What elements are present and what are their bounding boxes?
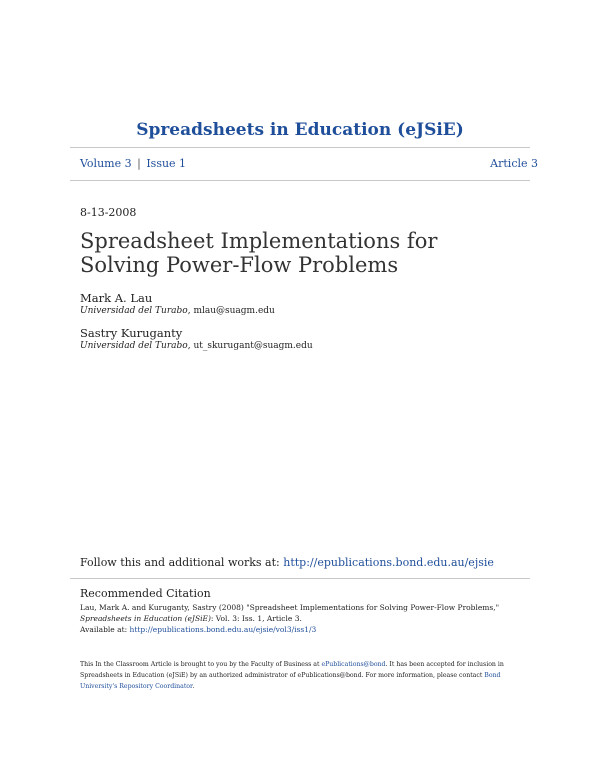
footer-link-repository-coordinator[interactable]: Bond University's Repository Coordinator	[80, 672, 501, 690]
publication-date: 8-13-2008	[80, 206, 137, 219]
citation-volume: : Vol. 3: Iss. 1, Article 3.	[210, 614, 302, 623]
author-institution: Universidad del Turabo	[80, 306, 188, 316]
author-name: Sastry Kuruganty	[80, 326, 183, 340]
volume-issue	[80, 157, 186, 170]
author-name: Mark A. Lau	[80, 291, 153, 305]
available-label: Available at:	[80, 625, 130, 634]
author-email[interactable]: ut_skurugant@suagm.edu	[193, 341, 313, 351]
header-divider-bottom	[70, 180, 530, 181]
footer-text: . It has been accepted for inclusion in Spreadsheets in Education (eJSiE) by an authorized administrator of ePublications@bond. For more information, please contact	[80, 661, 504, 679]
citation-divider	[70, 578, 530, 579]
follow-link[interactable]: http://epublications.bond.edu.au/ejsie	[283, 556, 494, 569]
footer-text: This In the Classroom Article is brought to you by the Faculty of Business at	[80, 661, 322, 668]
author-institution: Universidad del Turabo	[80, 341, 188, 351]
journal-title[interactable]: Spreadsheets in Education (eJSiE)	[136, 120, 464, 140]
author-affiliation: Universidad del Turabo, ut_skurugant@suagm.edu	[80, 341, 313, 351]
author-affiliation: Universidad del Turabo, mlau@suagm.edu	[80, 306, 275, 316]
follow-line	[80, 556, 494, 569]
footer-notice	[80, 659, 525, 692]
issue-link[interactable]: Issue 1	[146, 157, 187, 170]
citation-block	[80, 602, 525, 635]
author-email[interactable]: mlau@suagm.edu	[193, 306, 275, 316]
citation-text: Lau, Mark A. and Kuruganty, Sastry (2008) "Spreadsheet Implementations for Solving Power-Flow Problems,"	[80, 603, 500, 612]
available-link[interactable]: http://epublications.bond.edu.au/ejsie/vol3/iss1/3	[129, 625, 317, 634]
paper-title: Spreadsheet Implementations for Solving Power-Flow Problems	[80, 229, 438, 277]
footer-text: .	[192, 683, 195, 690]
citation-journal: Spreadsheets in Education (eJSiE)	[80, 614, 211, 623]
article-link[interactable]: Article 3	[490, 157, 538, 170]
header-divider-top	[70, 147, 530, 148]
follow-text: Follow this and additional works at:	[80, 556, 284, 569]
footer-link-epublications[interactable]: ePublications@bond	[321, 661, 386, 668]
volume-separator: |	[137, 157, 141, 170]
volume-link[interactable]: Volume 3	[80, 157, 132, 170]
recommended-citation-heading: Recommended Citation	[80, 587, 211, 600]
